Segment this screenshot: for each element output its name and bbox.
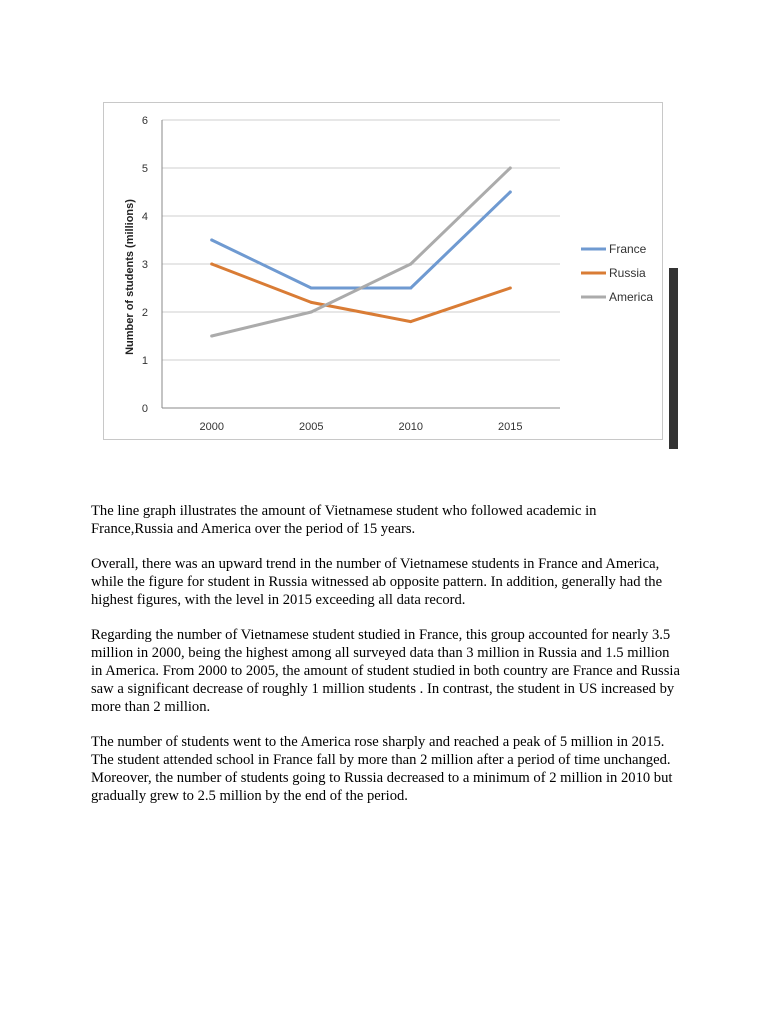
data-point-france-2005 [310,287,313,290]
y-tick-label-2: 2 [141,307,148,319]
y-tick-label-0: 0 [141,403,148,415]
data-point-france-2015 [509,191,512,194]
essay-text [91,502,681,822]
data-point-france-2010 [409,287,412,290]
data-point-america-2015 [509,167,512,170]
line-chart [103,102,663,440]
y-tick-label-6: 6 [141,115,148,127]
x-tick-label-2010: 2010 [398,421,423,433]
legend-label-america: America [609,290,654,304]
side-bar-decoration [669,268,678,449]
x-tick-label-2015: 2015 [498,421,523,433]
paragraph-4: The number of students went to the America rose sharply and reached a peak of 5 million in 2015. The student attended school in France fall by more than 2 million after a period of time unchanged. Moreover, the number of students going to Russia decreased to a minimum of 2 million in 2010 but gradually grew to 2.5 million by the end of the period. [91,734,673,804]
y-axis-title: Number of students (millions) [124,199,136,355]
data-point-france-2000 [210,239,213,242]
y-tick-label-3: 3 [141,259,148,271]
series-line-russia [212,264,511,322]
legend-label-russia: Russia [609,266,646,280]
x-tick-label-2005: 2005 [299,421,324,433]
paragraph-1: The line graph illustrates the amount of Vietnamese student who followed academic in France,Russia and America over the period of 15 years. [91,503,597,537]
y-tick-label-4: 4 [141,211,148,223]
chart-canvas [104,103,662,439]
legend-label-france: France [609,242,647,256]
y-tick-label-1: 1 [141,355,148,367]
data-point-america-2005 [310,311,313,314]
data-point-russia-2015 [509,287,512,290]
paragraph-2: Overall, there was an upward trend in the number of Vietnamese students in France and America, while the figure for student in Russia witnessed ab opposite pattern. In addition, generally had the highest figures, with the level in 2015 exceeding all data record. [91,556,663,608]
data-point-russia-2005 [310,301,313,304]
x-tick-label-2000: 2000 [199,421,224,433]
series-line-france [212,192,511,288]
data-point-america-2010 [409,263,412,266]
data-point-russia-2000 [210,263,213,266]
data-point-america-2000 [210,335,213,338]
y-tick-label-5: 5 [141,163,148,175]
paragraph-3: Regarding the number of Vietnamese student studied in France, this group accounted for nearly 3.5 million in 2000, being the highest among all surveyed data than 3 million in Russia and 1.5 million in America. From 2000 to 2005, the amount of student studied in both country are France and Russia saw a significant decrease of roughly 1 million students . In contrast, the student in US increased by more than 2 million. [91,627,680,715]
data-point-russia-2010 [409,320,412,323]
